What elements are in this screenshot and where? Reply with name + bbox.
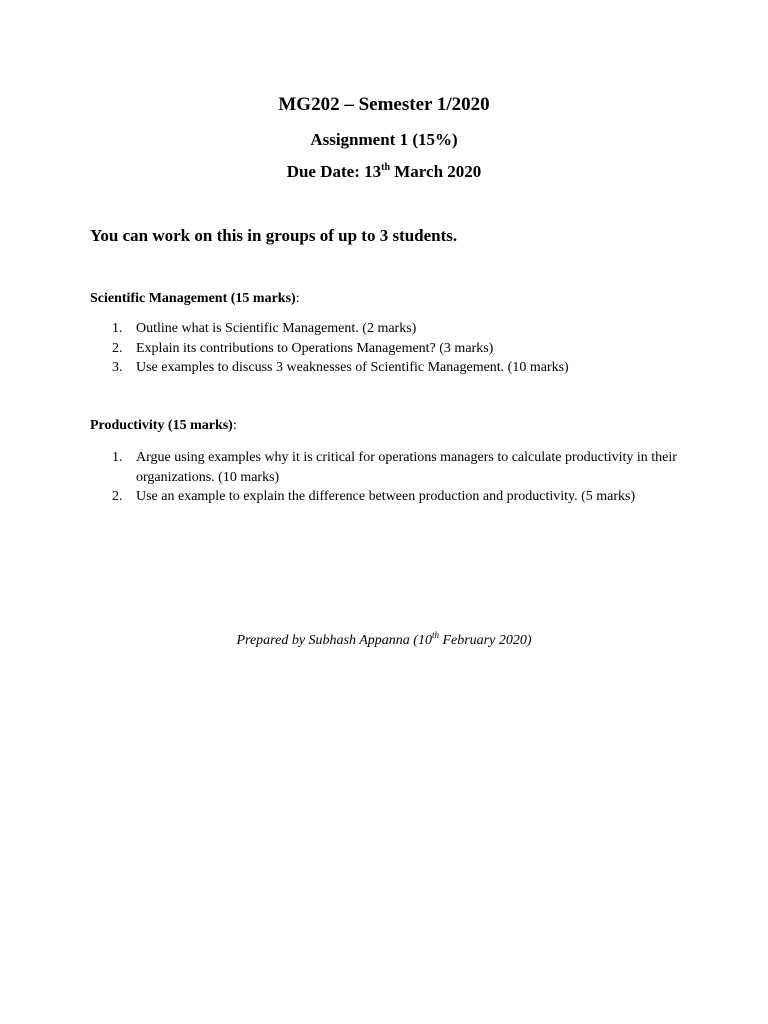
group-work-note: You can work on this in groups of up to 3 students. xyxy=(90,226,458,245)
section-heading-text: Productivity (15 marks) xyxy=(90,418,233,433)
list-item xyxy=(90,448,690,487)
section-heading-colon: : xyxy=(295,291,300,306)
list-item xyxy=(90,339,690,359)
prepared-by-prefix: Prepared by Subhash Appanna (10 xyxy=(236,633,432,648)
list-item-number: 1. xyxy=(112,450,123,465)
section-heading-text: Scientific Management (15 marks) xyxy=(90,291,296,306)
list-item-number: 1. xyxy=(112,321,123,336)
section-heading-scientific-management xyxy=(90,291,300,307)
list-item xyxy=(90,358,690,378)
question-list-productivity xyxy=(90,448,690,507)
course-title: MG202 – Semester 1/2020 xyxy=(278,94,490,115)
list-item-text: Argue using examples why it is critical for operations managers to calculate productivity in their organizations. (10 marks) xyxy=(136,450,677,485)
list-item-number: 2. xyxy=(112,340,123,356)
prepared-by-note xyxy=(0,630,768,649)
list-item-text: Use an example to explain the difference between production and productivity. (5 marks) xyxy=(136,489,636,504)
list-item-number: 2. xyxy=(112,489,123,504)
list-item-text: Explain its contributions to Operations Management? (3 marks) xyxy=(136,340,494,356)
list-item-text: Use examples to discuss 3 weaknesses of Scientific Management. (10 marks) xyxy=(136,360,569,375)
list-item-number: 3. xyxy=(112,360,123,375)
due-date-ordinal: th xyxy=(381,162,391,173)
assignment-title: Assignment 1 (15%) xyxy=(310,130,458,149)
section-heading-colon: : xyxy=(232,418,237,433)
question-list-scientific-management xyxy=(90,319,690,378)
list-item-text: Outline what is Scientific Management. (2 marks) xyxy=(136,321,417,336)
section-heading-productivity xyxy=(90,418,237,434)
prepared-by-rest: February 2020) xyxy=(438,633,532,648)
list-item xyxy=(90,319,690,339)
due-date-prefix: Due Date: 13 xyxy=(286,162,382,181)
prepared-by-ordinal: th xyxy=(431,630,439,640)
due-date xyxy=(0,162,768,182)
due-date-rest: March 2020 xyxy=(390,162,482,181)
list-item xyxy=(90,487,690,507)
